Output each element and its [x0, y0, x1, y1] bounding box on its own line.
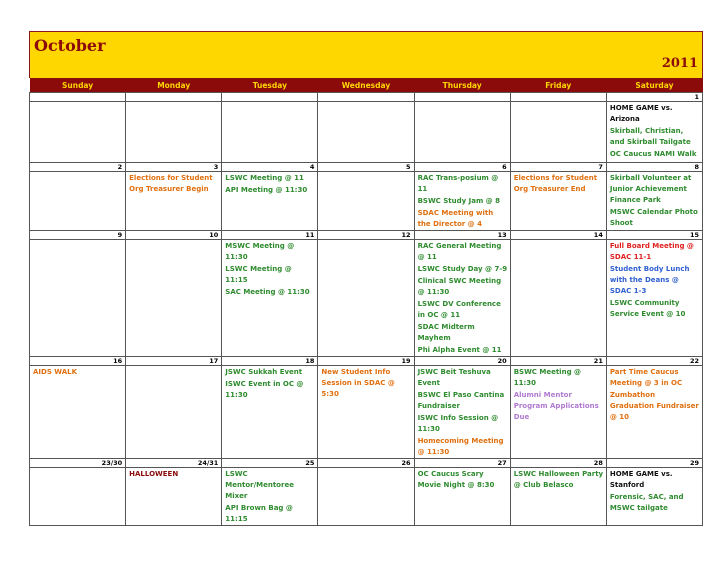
date-number-row: [30, 459, 703, 468]
day-cell[interactable]: [414, 172, 510, 231]
calendar-event[interactable]: SAC Meeting @ 11:30: [225, 288, 310, 296]
calendar-body: [30, 93, 703, 526]
day-cell[interactable]: [30, 172, 126, 231]
date-number: 10: [126, 231, 222, 240]
calendar-event[interactable]: OC Caucus Scary Movie Night @ 8:30: [417, 470, 495, 489]
calendar-event[interactable]: Skirball Volunteer at Junior Achievement Finance Park: [609, 174, 692, 204]
calendar-event[interactable]: Elections for Student Org Treasurer Begin: [129, 174, 213, 193]
day-cell[interactable]: [222, 172, 318, 231]
date-number: 26: [318, 459, 414, 468]
day-cell[interactable]: [510, 172, 606, 231]
date-number: [510, 93, 606, 102]
date-number: 14: [510, 231, 606, 240]
date-number: 4: [222, 163, 318, 172]
calendar-event[interactable]: Clinical SWC Meeting @ 11:30: [417, 277, 502, 296]
calendar-event[interactable]: Elections for Student Org Treasurer End: [513, 174, 598, 193]
calendar-event[interactable]: HOME GAME vs. Arizona: [609, 104, 673, 123]
calendar-event[interactable]: LSWC DV Conference in OC @ 11: [417, 300, 501, 319]
calendar-event[interactable]: RAC Trans-posium @ 11: [417, 174, 499, 193]
day-cell[interactable]: [318, 240, 414, 357]
calendar-event[interactable]: MSWC Meeting @ 11:30: [225, 242, 295, 261]
calendar-event[interactable]: Homecoming Meeting @ 11:30: [417, 437, 504, 456]
date-number: 20: [414, 357, 510, 366]
weekday-saturday: Saturday: [606, 78, 702, 93]
day-cell[interactable]: [30, 468, 126, 526]
calendar-event[interactable]: API Meeting @ 11:30: [225, 186, 308, 194]
date-number: 19: [318, 357, 414, 366]
day-cell[interactable]: [126, 366, 222, 459]
calendar-grid: [29, 78, 703, 526]
day-cell[interactable]: [318, 172, 414, 231]
year-title: 2011: [661, 56, 698, 71]
calendar-event[interactable]: Phi Alpha Event @ 11: [417, 346, 502, 354]
day-cell[interactable]: [414, 366, 510, 459]
calendar-event[interactable]: LSWC Study Day @ 7-9: [417, 265, 508, 273]
date-number: 27: [414, 459, 510, 468]
date-number: 8: [606, 163, 702, 172]
day-cell[interactable]: [222, 366, 318, 459]
weekday-monday: Monday: [126, 78, 222, 93]
day-cell[interactable]: [510, 366, 606, 459]
calendar-event[interactable]: Student Body Lunch with the Deans @ SDAC 1-3: [609, 265, 690, 295]
day-cell[interactable]: [606, 468, 702, 526]
date-number: 11: [222, 231, 318, 240]
calendar-event[interactable]: LSWC Meeting @ 11:15: [225, 265, 292, 284]
weekday-friday: Friday: [510, 78, 606, 93]
calendar-event[interactable]: ISWC Event in OC @ 11:30: [225, 380, 304, 399]
calendar-event[interactable]: JSWC Sukkah Event: [225, 368, 303, 376]
day-cell[interactable]: [510, 240, 606, 357]
date-number: [222, 93, 318, 102]
weekday-tuesday: Tuesday: [222, 78, 318, 93]
day-cell[interactable]: [606, 366, 702, 459]
day-cell[interactable]: [222, 102, 318, 163]
day-cell[interactable]: [318, 102, 414, 163]
calendar-event[interactable]: AIDS WALK: [33, 368, 78, 376]
day-cell[interactable]: [414, 240, 510, 357]
day-cell[interactable]: [414, 468, 510, 526]
week-events-row: [30, 102, 703, 163]
calendar-event[interactable]: Alumni Mentor Program Applications Due: [513, 391, 599, 421]
calendar-event[interactable]: New Student Info Session in SDAC @ 5:30: [321, 368, 395, 398]
date-number: 13: [414, 231, 510, 240]
day-cell[interactable]: [222, 240, 318, 357]
calendar-event[interactable]: LSWC Halloween Party @ Club Belasco: [513, 470, 604, 489]
date-number: 29: [606, 459, 702, 468]
date-number: 1: [606, 93, 702, 102]
weekday-sunday: Sunday: [30, 78, 126, 93]
calendar-event[interactable]: Full Board Meeting @ SDAC 11-1: [609, 242, 694, 261]
date-number: 24/31: [126, 459, 222, 468]
day-cell[interactable]: [318, 366, 414, 459]
calendar-event[interactable]: API Brown Bag @ 11:15: [225, 504, 293, 523]
date-number: 12: [318, 231, 414, 240]
calendar-event[interactable]: BSWC El Paso Cantina Fundraiser: [417, 391, 505, 410]
date-number: [126, 93, 222, 102]
date-number-row: [30, 357, 703, 366]
calendar-event[interactable]: Skirball, Christian, and Skirball Tailgate: [609, 127, 691, 146]
date-number: 23/30: [30, 459, 126, 468]
day-cell[interactable]: [606, 102, 702, 163]
week-events-row: [30, 240, 703, 357]
calendar-event[interactable]: LSWC Community Service Event @ 10: [609, 299, 686, 318]
calendar-event[interactable]: JSWC Beit Teshuva Event: [417, 368, 491, 387]
day-cell[interactable]: [510, 468, 606, 526]
day-cell[interactable]: [510, 102, 606, 163]
calendar-event[interactable]: Forensic, SAC, and MSWC tailgate: [609, 493, 684, 512]
calendar-event[interactable]: OC Caucus NAMI Walk: [609, 150, 697, 158]
weekday-header-row: [30, 78, 703, 93]
calendar-event[interactable]: SDAC Midterm Mayhem: [417, 323, 475, 342]
date-number-row: [30, 231, 703, 240]
calendar: [29, 31, 703, 526]
calendar-event[interactable]: LSWC Mentor/Mentoree Mixer: [225, 470, 294, 500]
date-number: 9: [30, 231, 126, 240]
date-number: 15: [606, 231, 702, 240]
day-cell[interactable]: [30, 366, 126, 459]
week-events-row: [30, 468, 703, 526]
day-cell[interactable]: [606, 240, 702, 357]
date-number: 6: [414, 163, 510, 172]
calendar-event[interactable]: BSWC Meeting @ 11:30: [513, 368, 582, 387]
day-cell[interactable]: [126, 468, 222, 526]
date-number: 17: [126, 357, 222, 366]
date-number: 18: [222, 357, 318, 366]
calendar-event[interactable]: LSWC Meeting @ 11: [225, 174, 304, 182]
calendar-event[interactable]: RAC General Meeting @ 11: [417, 242, 502, 261]
calendar-header: [29, 31, 703, 78]
weekday-thursday: Thursday: [414, 78, 510, 93]
date-number: 21: [510, 357, 606, 366]
calendar-event[interactable]: SDAC Meeting with the Director @ 4: [417, 209, 494, 228]
date-number: 2: [30, 163, 126, 172]
calendar-event[interactable]: HALLOWEEN: [129, 470, 179, 478]
date-number: 3: [126, 163, 222, 172]
date-number: 5: [318, 163, 414, 172]
date-number: 28: [510, 459, 606, 468]
day-cell[interactable]: [414, 102, 510, 163]
calendar-event[interactable]: MSWC Calendar Photo Shoot: [609, 208, 698, 227]
day-cell[interactable]: [30, 102, 126, 163]
day-cell[interactable]: [318, 468, 414, 526]
day-cell[interactable]: [126, 172, 222, 231]
date-number: 22: [606, 357, 702, 366]
calendar-event[interactable]: ISWC Info Session @ 11:30: [417, 414, 499, 433]
month-title: October: [34, 36, 106, 55]
day-cell[interactable]: [30, 240, 126, 357]
week-events-row: [30, 366, 703, 459]
date-number: [30, 93, 126, 102]
day-cell[interactable]: [606, 172, 702, 231]
date-number-row: [30, 93, 703, 102]
date-number: [318, 93, 414, 102]
date-number: 25: [222, 459, 318, 468]
calendar-event[interactable]: Zumbathon Graduation Fundraiser @ 10: [609, 391, 699, 421]
day-cell[interactable]: [222, 468, 318, 526]
date-number: 7: [510, 163, 606, 172]
weekday-wednesday: Wednesday: [318, 78, 414, 93]
day-cell[interactable]: [126, 240, 222, 357]
day-cell[interactable]: [126, 102, 222, 163]
calendar-event[interactable]: Part Time Caucus Meeting @ 3 in OC: [609, 368, 683, 387]
date-number-row: [30, 163, 703, 172]
calendar-event[interactable]: HOME GAME vs. Stanford: [609, 470, 673, 489]
date-number: 16: [30, 357, 126, 366]
date-number: [414, 93, 510, 102]
calendar-event[interactable]: BSWC Study Jam @ 8: [417, 197, 500, 205]
week-events-row: [30, 172, 703, 231]
